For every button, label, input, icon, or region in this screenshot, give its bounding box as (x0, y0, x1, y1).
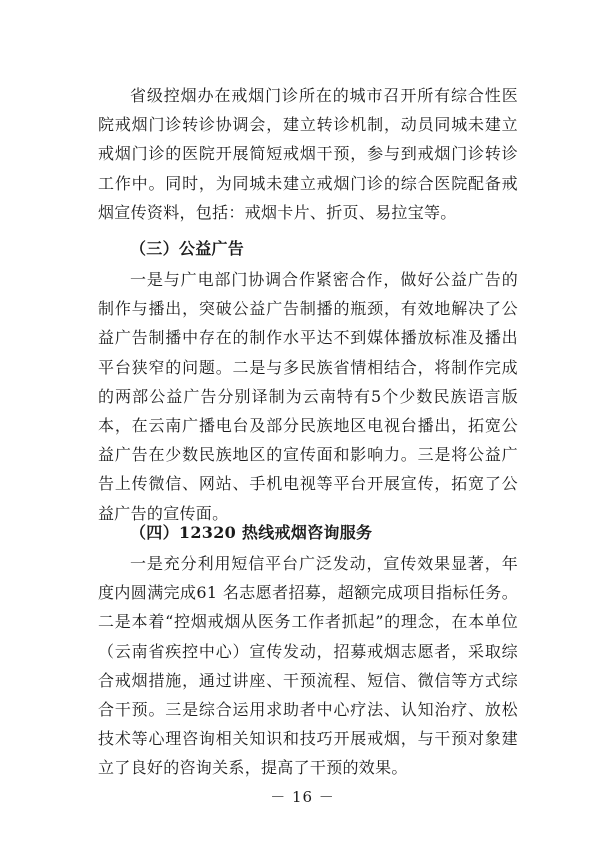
section-heading-public-ads: （三）公益广告 (130, 239, 245, 258)
page-number: － 16 － (270, 788, 335, 806)
paragraph-referral-mechanism: 省级控烟办在戒烟门诊所在的城市召开所有综合性医院戒烟门诊转诊协调会，建立转诊机制，动员同城未建立戒烟门诊的医院开展简短戒烟干预，参与到戒烟门诊转诊工作中。同时，为同城未建立戒烟门诊的综合医院配备戒烟宣传资料，包括：戒烟卡片、折页、易拉宝等。 (98, 86, 518, 222)
section-heading-hotline: （四）12320 热线戒烟咨询服务 (130, 523, 373, 542)
paragraph-public-ads: 一是与广电部门协调合作紧密合作，做好公益广告的制作与播出，突破公益广告制播的瓶颈，有效地解决了公益广告制播中存在的制作水平达不到媒体播放标准及播出平台狭窄的问题。二是与多民族省情相结合，将制作完成的两部公益广告分别译制为云南特有5个少数民族语言版本，在云南广播电台及部分民族地区电视台播出，拓宽公益广告在少数民族地区的宣传面和影响力。三是将公益广告上传微信、网站、手机电视等平台开展宣传，拓宽了公益广告的宣传面。 (98, 270, 518, 523)
paragraph-hotline: 一是充分利用短信平台广泛发动，宣传效果显著，年度内圆满完成61 名志愿者招募，超额完成项目指标任务。二是本着“控烟戒烟从医务工作者抓起”的理念，在本单位（云南省疾控中心）宣传发动，招募戒烟志愿者，采取综合戒烟措施，通过讲座、干预流程、短信、微信等方式综合干预。三是综合运用求助者中心疗法、认知治疗、放松技术等心理咨询相关知识和技巧开展戒烟，与干预对象建立了良好的咨询关系，提高了干预的效果。 (98, 554, 518, 778)
